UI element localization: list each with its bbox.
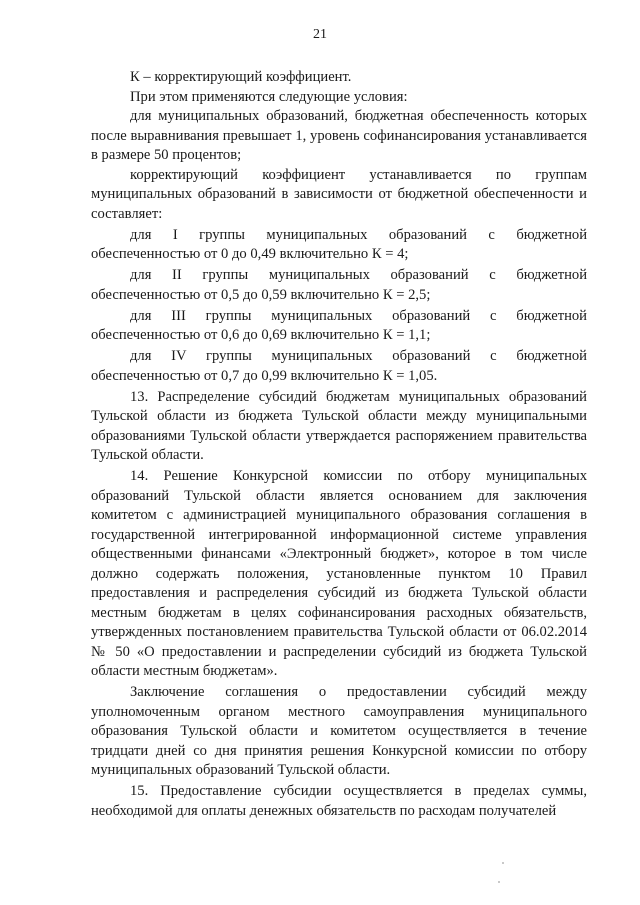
paragraph-group-3: для III группы муниципальных образований с бюджетной обеспеченностью от 0,6 до 0,69 включительно К = 1,1; bbox=[91, 307, 587, 343]
paragraph-group-2: для II группы муниципальных образований с бюджетной обеспеченностью от 0,5 до 0,59 включительно К = 2,5; bbox=[91, 267, 587, 303]
paragraph-condition-coefficient: корректирующий коэффициент устанавливается по группам муниципальных образований в зависимости от бюджетной обеспеченности и составляет: bbox=[91, 166, 587, 222]
paragraph-item-15: 15. Предоставление субсидии осуществляется в пределах суммы, необходимой для оплаты денежных обязательств по расходам получателей bbox=[91, 783, 587, 819]
document-body bbox=[91, 68, 587, 821]
scan-artifact bbox=[498, 881, 500, 883]
paragraph-item-14: 14. Решение Конкурсной комиссии по отбору муниципальных образований Тульской области является основанием для заключения комитетом с администрацией муниципального образования соглашения в государственной интегрированной информационной системе управления общественными финансами «Электронный бюджет», которое в том числе должно содержать положения, установленные пунктом 10 Правил предоставления и распределения субсидий из бюджета Тульской области местным бюджетам в целях софинансирования расходных обязательств, утвержденных постановлением правительства Тульской области от 06.02.2014 № 50 «О предоставлении и распределении субсидий из бюджета Тульской области местным бюджетам». bbox=[91, 468, 587, 679]
paragraph-group-4: для IV группы муниципальных образований с бюджетной обеспеченностью от 0,7 до 0,99 включительно К = 1,05. bbox=[91, 348, 587, 384]
paragraph-agreement: Заключение соглашения о предоставлении субсидий между уполномоченным органом местного самоуправления муниципального образования Тульской области и комитетом осуществляется в течение тридцати дней со дня принятия решения Конкурсной комиссии по отбору муниципальных образований Тульской области. bbox=[91, 684, 587, 778]
paragraph-conditions-intro: При этом применяются следующие условия: bbox=[130, 88, 408, 105]
page-number: 21 bbox=[313, 27, 327, 42]
paragraph-group-1: для I группы муниципальных образований с бюджетной обеспеченностью от 0 до 0,49 включительно К = 4; bbox=[91, 226, 587, 262]
paragraph-item-13: 13. Распределение субсидий бюджетам муниципальных образований Тульской области из бюджета Тульской области между муниципальными образованиями Тульской области утверждается распоряжением правительства Тульской области. bbox=[91, 388, 587, 463]
paragraph-condition-cofinancing: для муниципальных образований, бюджетная обеспеченность которых после выравнивания превышает 1, уровень софинансирования устанавливается в размере 50 процентов; bbox=[91, 108, 587, 163]
scan-artifact bbox=[502, 862, 504, 864]
paragraph-coefficient-definition: К – корректирующий коэффициент. bbox=[130, 69, 352, 85]
